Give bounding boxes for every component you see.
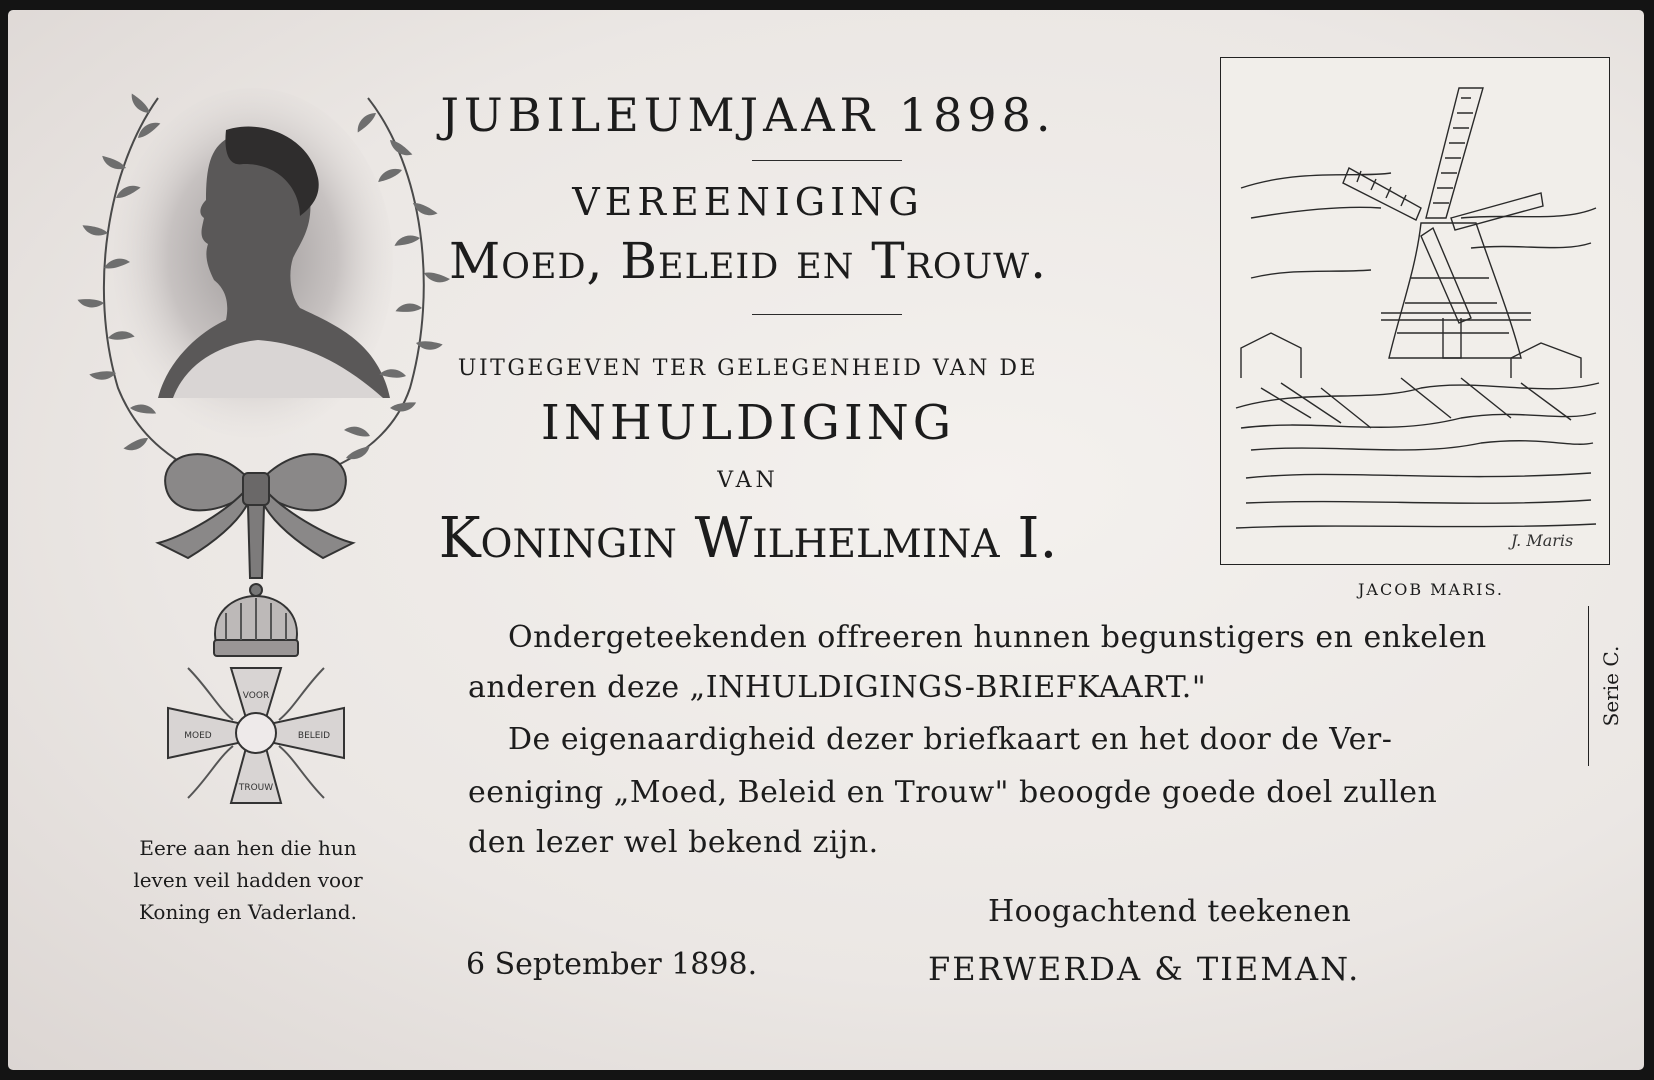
closing-greeting: Hoogachtend teekenen: [988, 894, 1352, 929]
medal-inscription-top: VOOR: [242, 691, 270, 701]
signers: FERWERDA & TIEMAN.: [928, 950, 1361, 988]
society-prefix: VEREENIGING: [572, 180, 924, 224]
body-line: De eigenaardigheid dezer briefkaart en het door de Ver-: [508, 722, 1393, 757]
divider: [752, 160, 902, 161]
queen-title: Koningin Wilhelmina I.: [438, 506, 1058, 571]
windmill-sketch: [1220, 57, 1610, 565]
motto-line: Eere aan hen die hun: [139, 836, 357, 860]
motto: [88, 832, 408, 928]
society-name: Moed, Beleid en Trouw.: [449, 232, 1047, 290]
series-text: Serie C.: [1599, 645, 1623, 727]
body-line: Ondergeteekenden offreeren hunnen begunstigers en enkelen: [508, 620, 1487, 655]
van-line: VAN: [717, 468, 779, 493]
divider: [1588, 606, 1589, 766]
postcard: [8, 10, 1644, 1070]
medal-inscription-right: BELEID: [297, 731, 331, 741]
date: 6 September 1898.: [466, 947, 758, 982]
series-label: [1596, 606, 1626, 766]
occasion-line: UITGEGEVEN TER GELEGENHEID VAN DE: [457, 356, 1039, 381]
medal-inscription-left: MOED: [184, 731, 212, 741]
body-line: den lezer wel bekend zijn.: [468, 825, 879, 860]
event-title: INHULDIGING: [540, 395, 956, 451]
divider: [752, 314, 902, 315]
motto-line: leven veil hadden voor: [133, 868, 363, 892]
medal-inscription-bottom: TROUW: [238, 783, 274, 793]
body-line: eeniging „Moed, Beleid en Trouw" beoogde goede doel zullen: [468, 775, 1438, 810]
artist-signature: J. Maris: [1511, 531, 1574, 550]
crown: [214, 584, 298, 656]
body-line: anderen deze „INHULDIGINGS-BRIEFKAART.": [468, 670, 1207, 705]
artist-caption: JACOB MARIS.: [1358, 580, 1504, 599]
motto-line: Koning en Vaderland.: [139, 900, 357, 924]
page-title: JUBILEUMJAAR 1898.: [440, 88, 1056, 142]
